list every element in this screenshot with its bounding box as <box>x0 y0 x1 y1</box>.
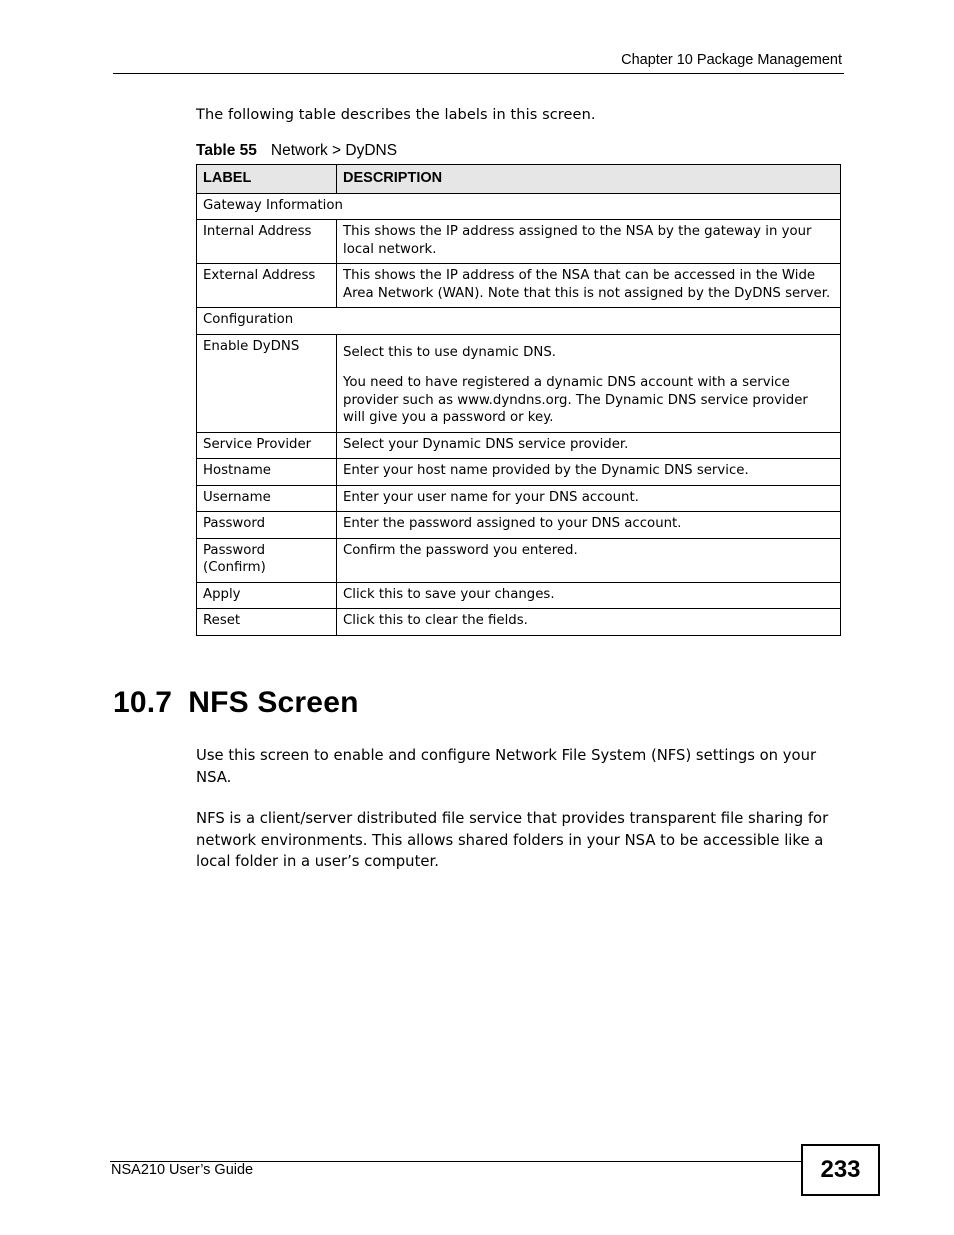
table-row <box>197 264 841 308</box>
table-row <box>197 485 841 512</box>
table-row <box>197 582 841 609</box>
table-row <box>197 459 841 486</box>
table-row <box>197 538 841 582</box>
row-label: Password <box>197 512 337 539</box>
label-column-header: LABEL <box>197 165 337 194</box>
table-row <box>197 432 841 459</box>
body-paragraph: Use this screen to enable and configure Network File System (NFS) settings on your NSA. <box>196 747 817 786</box>
header-divider <box>113 73 844 74</box>
row-label: Password (Confirm) <box>197 538 337 582</box>
row-label: Service Provider <box>197 432 337 459</box>
row-label: Enable DyDNS <box>197 334 337 432</box>
footer-guide-title: NSA210 User’s Guide <box>111 1162 254 1178</box>
table-header-row <box>197 165 841 194</box>
row-description: Enter the password assigned to your DNS account. <box>337 512 841 539</box>
table-row <box>197 220 841 264</box>
section-number: 10.7 <box>113 686 173 719</box>
description-table <box>196 164 841 636</box>
row-description: Click this to save your changes. <box>337 582 841 609</box>
table-section-row <box>197 308 841 335</box>
row-label: External Address <box>197 264 337 308</box>
row-label: Apply <box>197 582 337 609</box>
row-description: This shows the IP address assigned to the NSA by the gateway in your local network. <box>337 220 841 264</box>
table-row <box>197 512 841 539</box>
row-description: Enter your user name for your DNS account. <box>337 485 841 512</box>
section-title: NFS Screen <box>188 686 359 719</box>
body-paragraph: NFS is a client/server distributed file service that provides transparent file sharing for network environments. This allows shared folders in your NSA to be accessible like a local folder in a user’s computer. <box>196 810 829 870</box>
row-description: Enter your host name provided by the Dynamic DNS service. <box>337 459 841 486</box>
row-description: Confirm the password you entered. <box>337 538 841 582</box>
row-description-para: You need to have registered a dynamic DNS account with a service provider such as www.dyndns.org. The Dynamic DNS service provider will give you a password or key. <box>343 375 808 425</box>
row-description: Click this to clear the fields. <box>337 609 841 636</box>
table-caption-number: Table 55 <box>196 142 257 159</box>
running-header: Chapter 10 Package Management <box>621 52 842 68</box>
row-description: This shows the IP address of the NSA that can be accessed in the Wide Area Network (WAN). Note that this is not assigned by the DyDNS server. <box>337 264 841 308</box>
row-label: Hostname <box>197 459 337 486</box>
table-section-row <box>197 193 841 220</box>
row-description: Select your Dynamic DNS service provider. <box>337 432 841 459</box>
section-heading <box>113 686 359 720</box>
section-label: Gateway Information <box>197 193 841 220</box>
row-label: Reset <box>197 609 337 636</box>
description-column-header: DESCRIPTION <box>337 165 841 194</box>
section-label: Configuration <box>197 308 841 335</box>
row-description-para: Select this to use dynamic DNS. <box>343 344 556 360</box>
table-caption <box>196 142 397 160</box>
table-caption-title: Network > DyDNS <box>270 142 398 159</box>
row-label: Username <box>197 485 337 512</box>
intro-sentence: The following table describes the labels in this screen. <box>196 107 596 123</box>
table-row <box>197 609 841 636</box>
table-row <box>197 334 841 432</box>
page-number: 233 <box>801 1144 880 1196</box>
row-label: Internal Address <box>197 220 337 264</box>
row-description <box>337 334 841 432</box>
